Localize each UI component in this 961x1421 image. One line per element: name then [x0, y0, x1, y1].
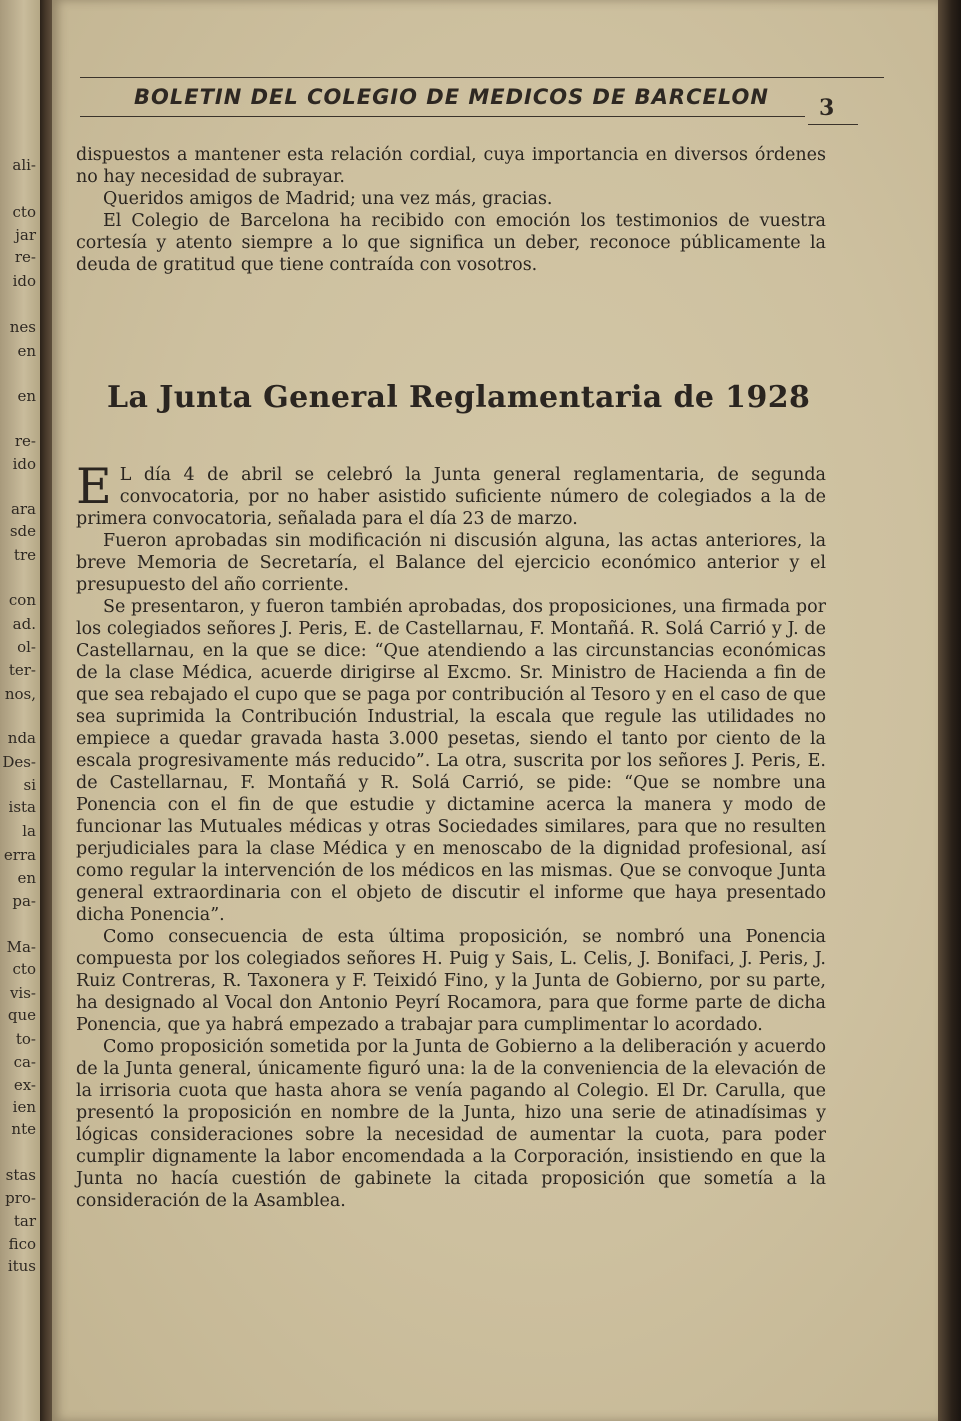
previous-page-fragment: cto: [12, 960, 36, 978]
page: [52, 0, 938, 1421]
header-rule-bottom: [80, 116, 805, 117]
previous-page-fragment: stas: [5, 1166, 36, 1184]
article-body: [76, 458, 826, 1212]
previous-page-fragment: itus: [7, 1257, 36, 1275]
previous-page-fragment: ara: [10, 500, 36, 518]
previous-page-fragment: re-: [14, 432, 36, 450]
previous-page-fragment: nte: [11, 1120, 36, 1138]
paragraph: Fueron aprobadas sin modificación ni discusión alguna, las actas anteriores, la breve Memoria de Secretaría, el Balance del ejercicio económico anterior y el presupuesto del año corriente.: [76, 531, 826, 595]
paragraph: Como consecuencia de esta última proposición, se nombró una Ponencia compuesta por los colegiados señores H. Puig y Sais, L. Celis, J. Bonifaci, J. Peris, J. Ruiz Contreras, R. Taxonera y F. Teixidó Fino, y la Junta de Gobierno, por su parte, ha designado al Vocal don Antonio Peyrí Rocamora, para que forme parte de dicha Ponencia, que ya habrá empezado a trabajar para cumplimentar lo acordado.: [76, 927, 826, 1035]
previous-page-fragment: ido: [12, 455, 36, 473]
paragraph: Queridos amigos de Madrid; una vez más, gracias.: [103, 189, 553, 209]
previous-page-fragment: ali-: [12, 156, 36, 174]
previous-page-fragment: en: [17, 342, 36, 360]
previous-page-fragment: nes: [9, 318, 36, 336]
page-number: 3: [819, 95, 835, 121]
previous-page-fragment: nda: [7, 729, 36, 747]
article-title: La Junta General Reglamentaria de 1928: [107, 380, 811, 415]
paragraph: dispuestos a mantener esta relación cordial, cuya importancia en diversos órdenes no hay necesidad de subrayar.: [76, 145, 826, 187]
continued-text: [76, 144, 826, 276]
previous-page-fragment: vis-: [9, 984, 36, 1002]
previous-page-fragment: tar: [13, 1212, 36, 1230]
previous-page-fragment: erra: [3, 846, 36, 864]
previous-page-edge: [0, 0, 40, 1421]
previous-page-fragment: pa-: [12, 892, 36, 910]
previous-page-fragment: jar: [15, 226, 36, 244]
previous-page-fragment: sde: [9, 522, 36, 540]
paragraph-text: L día 4 de abril se celebró la Junta general reglamentaria, de segunda convocatoria, por no haber asistido suficiente número de colegiados a la de primera convocatoria, señalada para el día 23 de marzo.: [76, 465, 826, 529]
previous-page-fragment: cto: [12, 203, 36, 221]
previous-page-fragment: la: [22, 822, 36, 840]
previous-page-fragment: tre: [13, 546, 36, 564]
previous-page-fragment: ca-: [13, 1053, 36, 1071]
previous-page-fragment: Des-: [2, 753, 36, 771]
drop-cap: E: [76, 458, 112, 515]
page-right-edge: [938, 0, 961, 1421]
previous-page-fragment: con: [8, 591, 36, 609]
paragraph: El Colegio de Barcelona ha recibido con emoción los testimonios de vuestra cortesía y atento siempre a lo que significa un deber, reconoce públicamente la deuda de gratitud que tiene contraída con vosotros.: [76, 211, 826, 275]
header-rule-top: [80, 77, 884, 78]
previous-page-fragment: to-: [15, 1030, 36, 1048]
previous-page-fragment: ista: [8, 798, 36, 816]
previous-page-fragment: ido: [12, 272, 36, 290]
previous-page-fragment: si: [23, 776, 36, 794]
previous-page-fragment: pro-: [5, 1189, 36, 1207]
previous-page-fragment: re-: [14, 248, 36, 266]
paragraph: Como proposición sometida por la Junta de Gobierno a la deliberación y acuerdo de la Junta general, únicamente figuró una: la de la conveniencia de la elevación de la irrisoria cuota que hasta ahora se venía pagando al Colegio. El Dr. Carulla, que presentó la proposición en nombre de la Junta, hizo una serie de atinadísimas y lógicas consideraciones sobre la necesidad de aumentar la cuota, para poder cumplir dignamente la labor encomendada a la Corporación, insistiendo en que la Junta no hacía cuestión de gabinete la citada proposición que sometía a la consideración de la Asamblea.: [76, 1037, 826, 1211]
previous-page-fragment: en: [17, 869, 36, 887]
previous-page-fragment: ter-: [8, 661, 36, 679]
previous-page-fragment: ex-: [13, 1076, 36, 1094]
previous-page-fragment: ad.: [12, 615, 36, 633]
paragraph: Se presentaron, y fueron también aprobadas, dos proposiciones, una firmada por los colegiados señores J. Peris, E. de Castellarnau, F. Montañá. R. Solá Carrió y J. de Castellarnau, en la que se dice: “Que atendiendo a las circunstancias económicas de la clase Médica, acuerde dirigirse al Excmo. Sr. Ministro de Hacienda a fin de que sea rebajado el cupo que se paga por contribución al Tesoro y en el caso de que sea suprimida la Contribución Industrial, la escala que regule las utilidades no empiece a quedar gravada hasta 3.000 pesetas, siendo el tanto por ciento de la escala progresivamente más reducido”. La otra, suscrita por los señores J. Peris, E. de Castellarnau, F. Montañá y R. Solá Carrió, se pide: “Que se nombre una Ponencia con el fin de que estudie y dictamine acerca la manera y modo de funcionar las Mutuales médicas y otras Sociedades similares, para que no resulten perjudiciales para la clase Médica y en menoscabo de la dignidad profesional, así como regular la intervención de los médicos en las mismas. Que se convoque Junta general extraordinaria con el objeto de discutir el informe que haya presentado dicha Ponencia”.: [76, 597, 826, 925]
running-head: BOLETIN DEL COLEGIO DE MEDICOS DE BARCELON: [134, 85, 769, 109]
paragraph: [76, 458, 826, 530]
previous-page-fragment: nos,: [4, 685, 36, 703]
previous-page-fragment: que: [7, 1006, 36, 1024]
previous-page-fragment: Ma-: [6, 938, 36, 956]
previous-page-fragment: ol-: [17, 638, 36, 656]
previous-page-fragment: ien: [12, 1098, 36, 1116]
header-rule-page-number: [808, 124, 858, 125]
previous-page-fragment: fico: [8, 1235, 36, 1253]
previous-page-fragment: en: [17, 387, 36, 405]
